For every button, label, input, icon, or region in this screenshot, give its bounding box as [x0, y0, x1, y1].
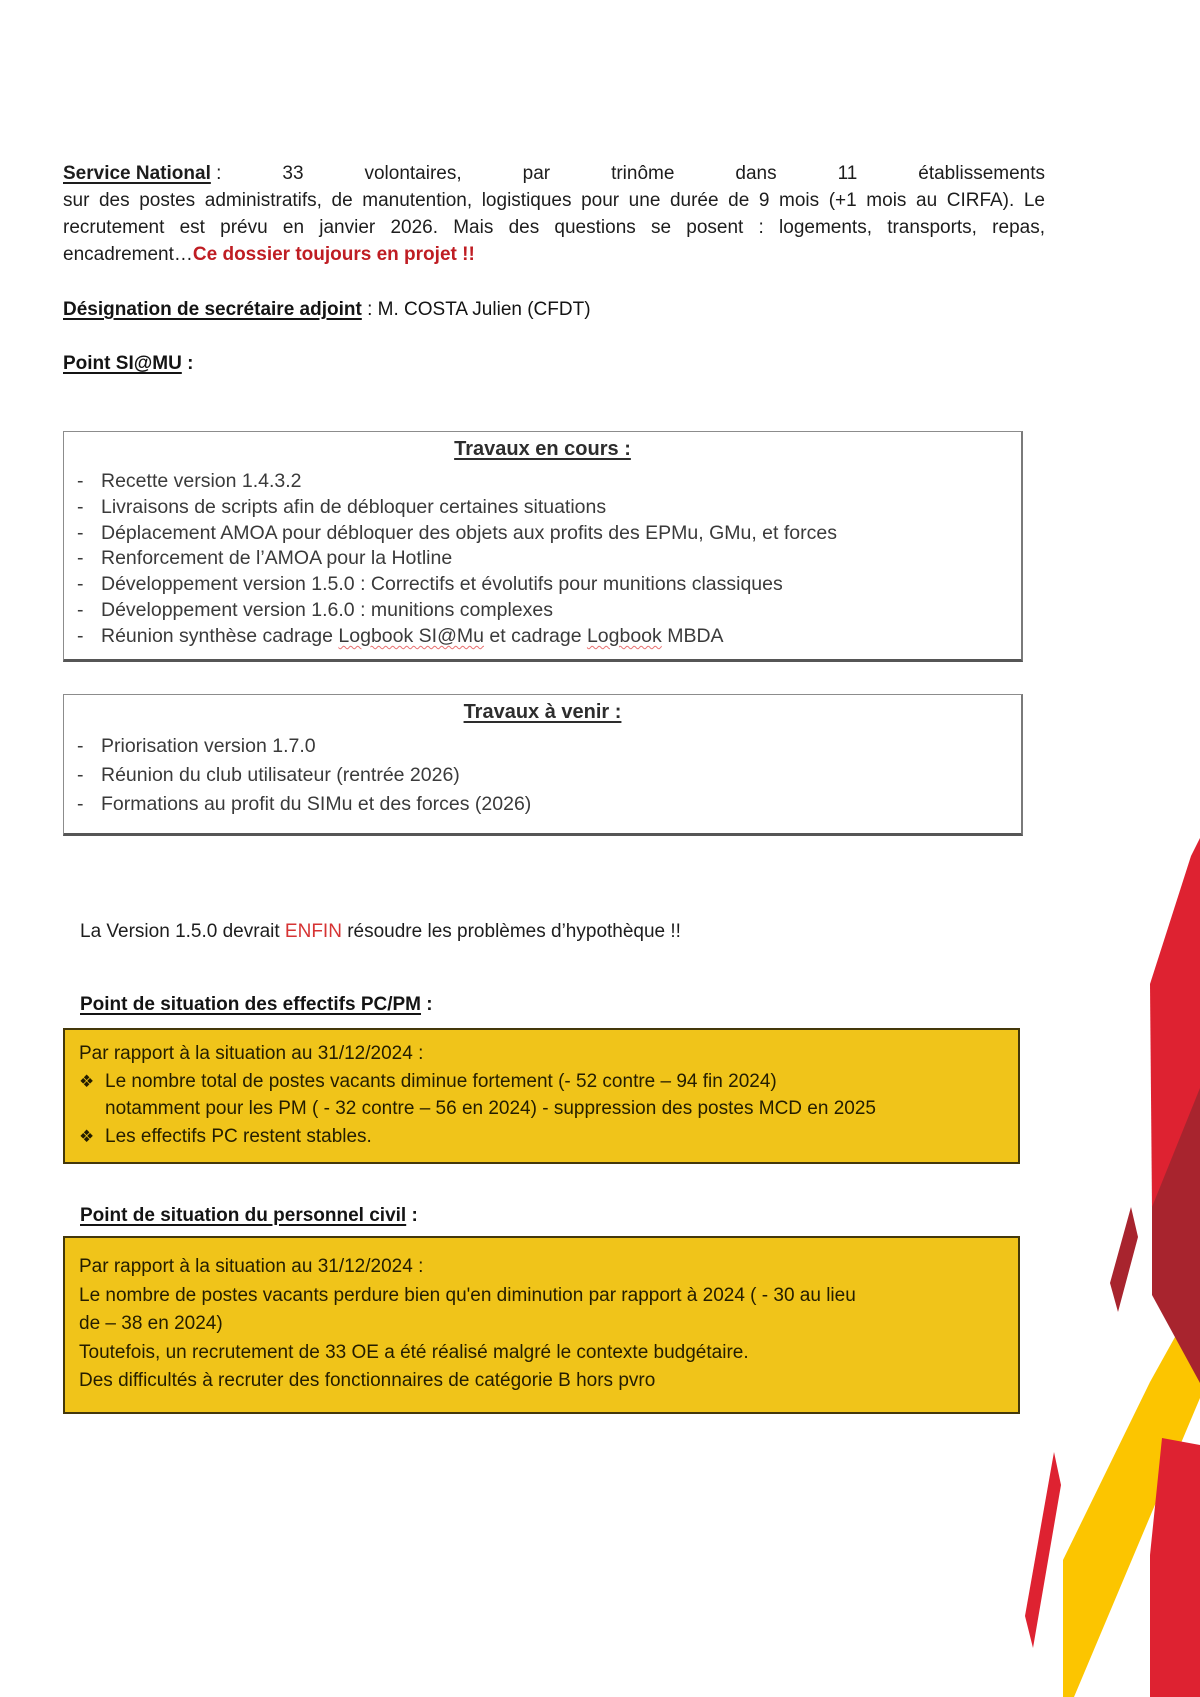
- list-item: - Priorisation version 1.7.0: [64, 732, 1021, 761]
- decor-small-red-parallelogram: [1025, 1452, 1061, 1648]
- paragraph-line-4: encadrement…Ce dossier toujours en projet !!: [63, 244, 475, 265]
- heading-designation: Désignation de secrétaire adjoint : M. COSTA Julien (CFDT): [63, 299, 591, 320]
- list-item: - Réunion synthèse cadrage Logbook SI@Mu et cadrage Logbook MBDA: [64, 624, 1021, 659]
- heading-effectifs: Point de situation des effectifs PC/PM :: [80, 994, 433, 1015]
- list-item: - Développement version 1.5.0 : Correctifs et évolutifs pour munitions classiques: [64, 572, 1021, 598]
- decor-red-band-upper: [1150, 838, 1200, 1208]
- heading-personnel-civil: Point de situation du personnel civil :: [80, 1205, 418, 1226]
- list-item: - Livraisons de scripts afin de débloquer certaines situations: [64, 495, 1021, 521]
- dash-marker: -: [77, 573, 84, 596]
- box-personnel-civil: [63, 1236, 1020, 1414]
- list-item: - Développement version 1.6.0 : munitions complexes: [64, 598, 1021, 624]
- dash-marker: -: [77, 735, 84, 757]
- heading-point-simu: Point SI@MU :: [63, 353, 194, 374]
- dash-marker: -: [77, 547, 84, 570]
- dash-marker: -: [77, 793, 84, 815]
- dash-marker: -: [77, 624, 84, 647]
- list-item: - Recette version 1.4.3.2: [64, 469, 1021, 495]
- decor-red-band-lower: [1150, 1438, 1200, 1697]
- box-title: Travaux en cours :: [454, 438, 631, 460]
- box-travaux-en-cours: [63, 431, 1023, 662]
- ybox-bullet: ❖ Le nombre total de postes vacants diminue fortement (- 52 contre – 94 fin 2024): [79, 1068, 1004, 1096]
- box-effectifs: [63, 1028, 1020, 1164]
- dash-marker: -: [77, 495, 84, 518]
- list-item: - Formations au profit du SIMu et des forces (2026): [64, 790, 1021, 833]
- list-item: - Réunion du club utilisateur (rentrée 2026): [64, 761, 1021, 790]
- enfin-highlight: ENFIN: [284, 921, 342, 942]
- ybox-bullet-continuation: notamment pour les PM ( - 32 contre – 56 en 2024) - suppression des postes MCD en 2025: [105, 1098, 876, 1119]
- ybox-line: Toutefois, un recrutement de 33 OE a été réalisé malgré le contexte budgétaire.: [79, 1341, 749, 1363]
- diamond-bullet-icon: ❖: [79, 1071, 95, 1091]
- ybox-bullet: ❖ Les effectifs PC restent stables.: [79, 1123, 1004, 1151]
- decor-dark-red-band: [1152, 1088, 1200, 1383]
- list-item: - Déplacement AMOA pour débloquer des objets aux profits des EPMu, GMu, et forces: [64, 521, 1021, 547]
- ybox-line: Des difficultés à recruter des fonctionnaires de catégorie B hors pvro: [79, 1370, 656, 1392]
- paragraph-line-2: sur des postes administratifs, de manutention, logistiques pour une durée de 9 mois (+1 mois au CIRFA). Le: [63, 190, 1045, 211]
- dash-marker: -: [77, 470, 84, 492]
- service-national-label: Service National :: [63, 163, 222, 184]
- red-emphasis-text: Ce dossier toujours en projet !!: [192, 244, 475, 265]
- decor-small-dark-parallelogram: [1110, 1207, 1138, 1312]
- box-title: Travaux à venir :: [463, 701, 622, 723]
- ybox-line: de – 38 en 2024): [79, 1313, 223, 1335]
- paragraph-line-3: recrutement est prévu en janvier 2026. Mais des questions se posent : logements, transports, repas,: [63, 217, 1045, 238]
- decor-yellow-band: [1063, 1292, 1200, 1697]
- ybox-intro: Par rapport à la situation au 31/12/2024 :: [79, 1043, 424, 1064]
- version-note: La Version 1.5.0 devrait ENFIN résoudre les problèmes d’hypothèque !!: [80, 921, 681, 942]
- paragraph-line-1: Service National : 33 volontaires, par trinôme dans 11 établissements: [63, 160, 1045, 187]
- ybox-line: Le nombre de postes vacants perdure bien qu'en diminution par rapport à 2024 ( - 30 au lieu: [79, 1284, 856, 1306]
- dash-marker: -: [77, 598, 84, 621]
- dash-marker: -: [77, 764, 84, 786]
- list-item: - Renforcement de l’AMOA pour la Hotline: [64, 546, 1021, 572]
- paragraph-service-national: [63, 160, 1045, 268]
- dash-marker: -: [77, 521, 84, 544]
- box-travaux-a-venir: [63, 694, 1023, 836]
- diamond-bullet-icon: ❖: [79, 1126, 95, 1146]
- ybox-intro: Par rapport à la situation au 31/12/2024 :: [79, 1256, 424, 1277]
